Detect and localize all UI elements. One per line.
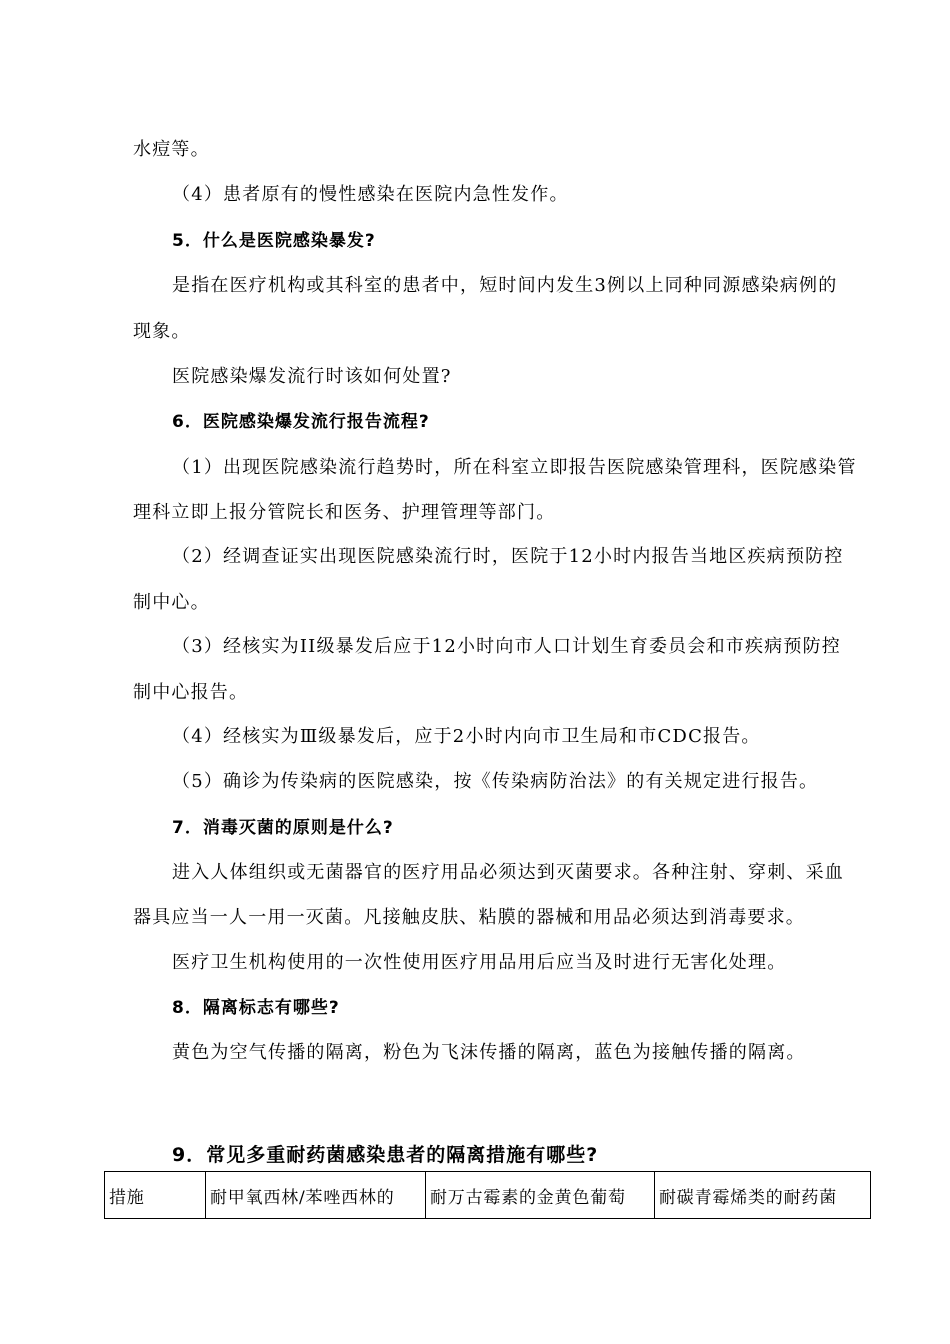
section-heading-8: 8．隔离标志有哪些? — [172, 998, 340, 1018]
table-header-cell: 耐万古霉素的金黄色葡萄 — [426, 1172, 655, 1219]
list-item-1-line2: 理科立即上报分管院长和医务、护理管理等部门。 — [133, 502, 556, 523]
table-header-cell: 措施 — [105, 1172, 206, 1219]
paragraph-question: 医院感染爆发流行时该如何处置? — [172, 366, 452, 387]
paragraph-continuation: 水痘等。 — [133, 139, 210, 160]
table-header-cell: 耐碳青霉烯类的耐药菌 — [655, 1172, 871, 1219]
paragraph-disinfection-line1: 进入人体组织或无菌器官的医疗用品必须达到灭菌要求。各种注射、穿刺、采血 — [172, 862, 844, 883]
table-header-row — [105, 1172, 871, 1219]
list-item-4b: （4）经核实为Ⅲ级暴发后，应于2小时内向市卫生局和市CDC报告。 — [172, 726, 761, 747]
list-item-4: （4）患者原有的慢性感染在医院内急性发作。 — [172, 184, 569, 205]
paragraph-definition-line2: 现象。 — [133, 321, 191, 342]
section-heading-5: 5．什么是医院感染暴发? — [172, 231, 376, 251]
list-item-3-line2: 制中心报告。 — [133, 682, 249, 703]
list-item-2-line2: 制中心。 — [133, 592, 210, 613]
section-heading-6: 6．医院感染爆发流行报告流程? — [172, 412, 430, 432]
list-item-3-line1: （3）经核实为II级暴发后应于12小时向市人口计划生育委员会和市疾病预防控 — [172, 636, 841, 657]
list-item-2-line1: （2）经调查证实出现医院感染流行时，医院于12小时内报告当地区疾病预防控 — [172, 546, 844, 567]
paragraph-isolation-signs: 黄色为空气传播的隔离，粉色为飞沫传播的隔离，蓝色为接触传播的隔离。 — [172, 1042, 806, 1063]
table-header-cell: 耐甲氧西林/苯唑西林的 — [206, 1172, 426, 1219]
paragraph-disinfection-line2: 器具应当一人一用一灭菌。凡接触皮肤、粘膜的器械和用品必须达到消毒要求。 — [133, 907, 805, 928]
paragraph-definition-line1: 是指在医疗机构或其科室的患者中，短时间内发生3例以上同种同源感染病例的 — [172, 275, 838, 296]
list-item-5: （5）确诊为传染病的医院感染，按《传染病防治法》的有关规定进行报告。 — [172, 771, 819, 792]
section-heading-9: 9．常见多重耐药菌感染患者的隔离措施有哪些? — [172, 1144, 599, 1166]
section-heading-7: 7．消毒灭菌的原则是什么? — [172, 818, 394, 838]
list-item-1-line1: （1）出现医院感染流行趋势时，所在科室立即报告医院感染管理科，医院感染管 — [172, 457, 857, 478]
paragraph-disposable: 医疗卫生机构使用的一次性使用医疗用品用后应当及时进行无害化处理。 — [172, 952, 787, 973]
isolation-measures-table — [104, 1171, 871, 1219]
